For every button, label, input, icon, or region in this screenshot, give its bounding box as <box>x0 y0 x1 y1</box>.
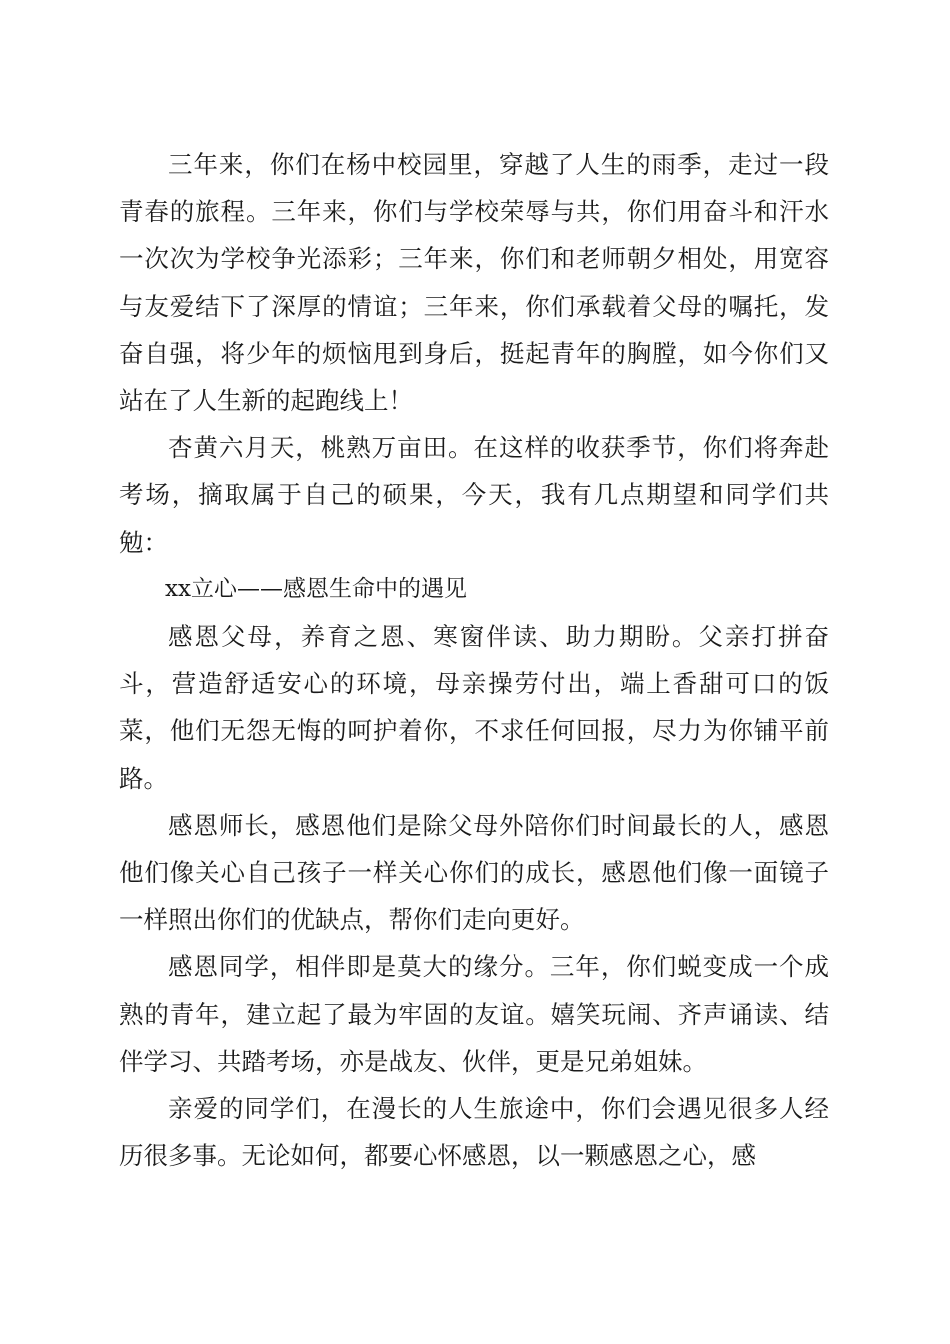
paragraph-classmates: 感恩同学，相伴即是莫大的缘分。三年，你们蜕变成一个成熟的青年，建立起了最为牢固的友谊。嬉笑玩闹、齐声诵读、结伴学习、共踏考场，亦是战友、伙伴，更是兄弟姐妹。 <box>119 952 829 1076</box>
paragraph-parents: 感恩父母，养育之恩、寒窗伴读、助力期盼。父亲打拼奋斗，营造舒适安心的环境，母亲操劳付出，端上香甜可口的饭菜，他们无怨无悔的呵护着你，不求任何回报，尽力为你铺平前路。 <box>119 622 829 793</box>
paragraph-closing: 亲爱的同学们，在漫长的人生旅途中，你们会遇见很多人经历很多事。无论如何，都要心怀感恩，以一颗感恩之心，感 <box>119 1094 829 1171</box>
paragraph-teachers: 感恩师长，感恩他们是除父母外陪你们时间最长的人，感恩他们像关心自己孩子一样关心你们的成长，感恩他们像一面镜子一样照出你们的优缺点，帮你们走向更好。 <box>119 810 829 935</box>
document-body <box>119 141 829 1179</box>
paragraph-season: 杏黄六月天，桃熟万亩田。在这样的收获季节，你们将奔赴考场，摘取属于自己的硕果，今天，我有几点期望和同学们共勉： <box>119 433 829 557</box>
section-heading: xx立心——感恩生命中的遇见 <box>165 575 467 602</box>
paragraph-intro: 三年来，你们在杨中校园里，穿越了人生的雨季，走过一段青春的旅程。三年来，你们与学校荣辱与共，你们用奋斗和汗水一次次为学校争光添彩；三年来，你们和老师朝夕相处，用宽容与友爱结下了深厚的情谊；三年来，你们承载着父母的嘱托，发奋自强，将少年的烦恼甩到身后，挺起青年的胸膛，如今你们又站在了人生新的起跑线上！ <box>119 150 829 416</box>
